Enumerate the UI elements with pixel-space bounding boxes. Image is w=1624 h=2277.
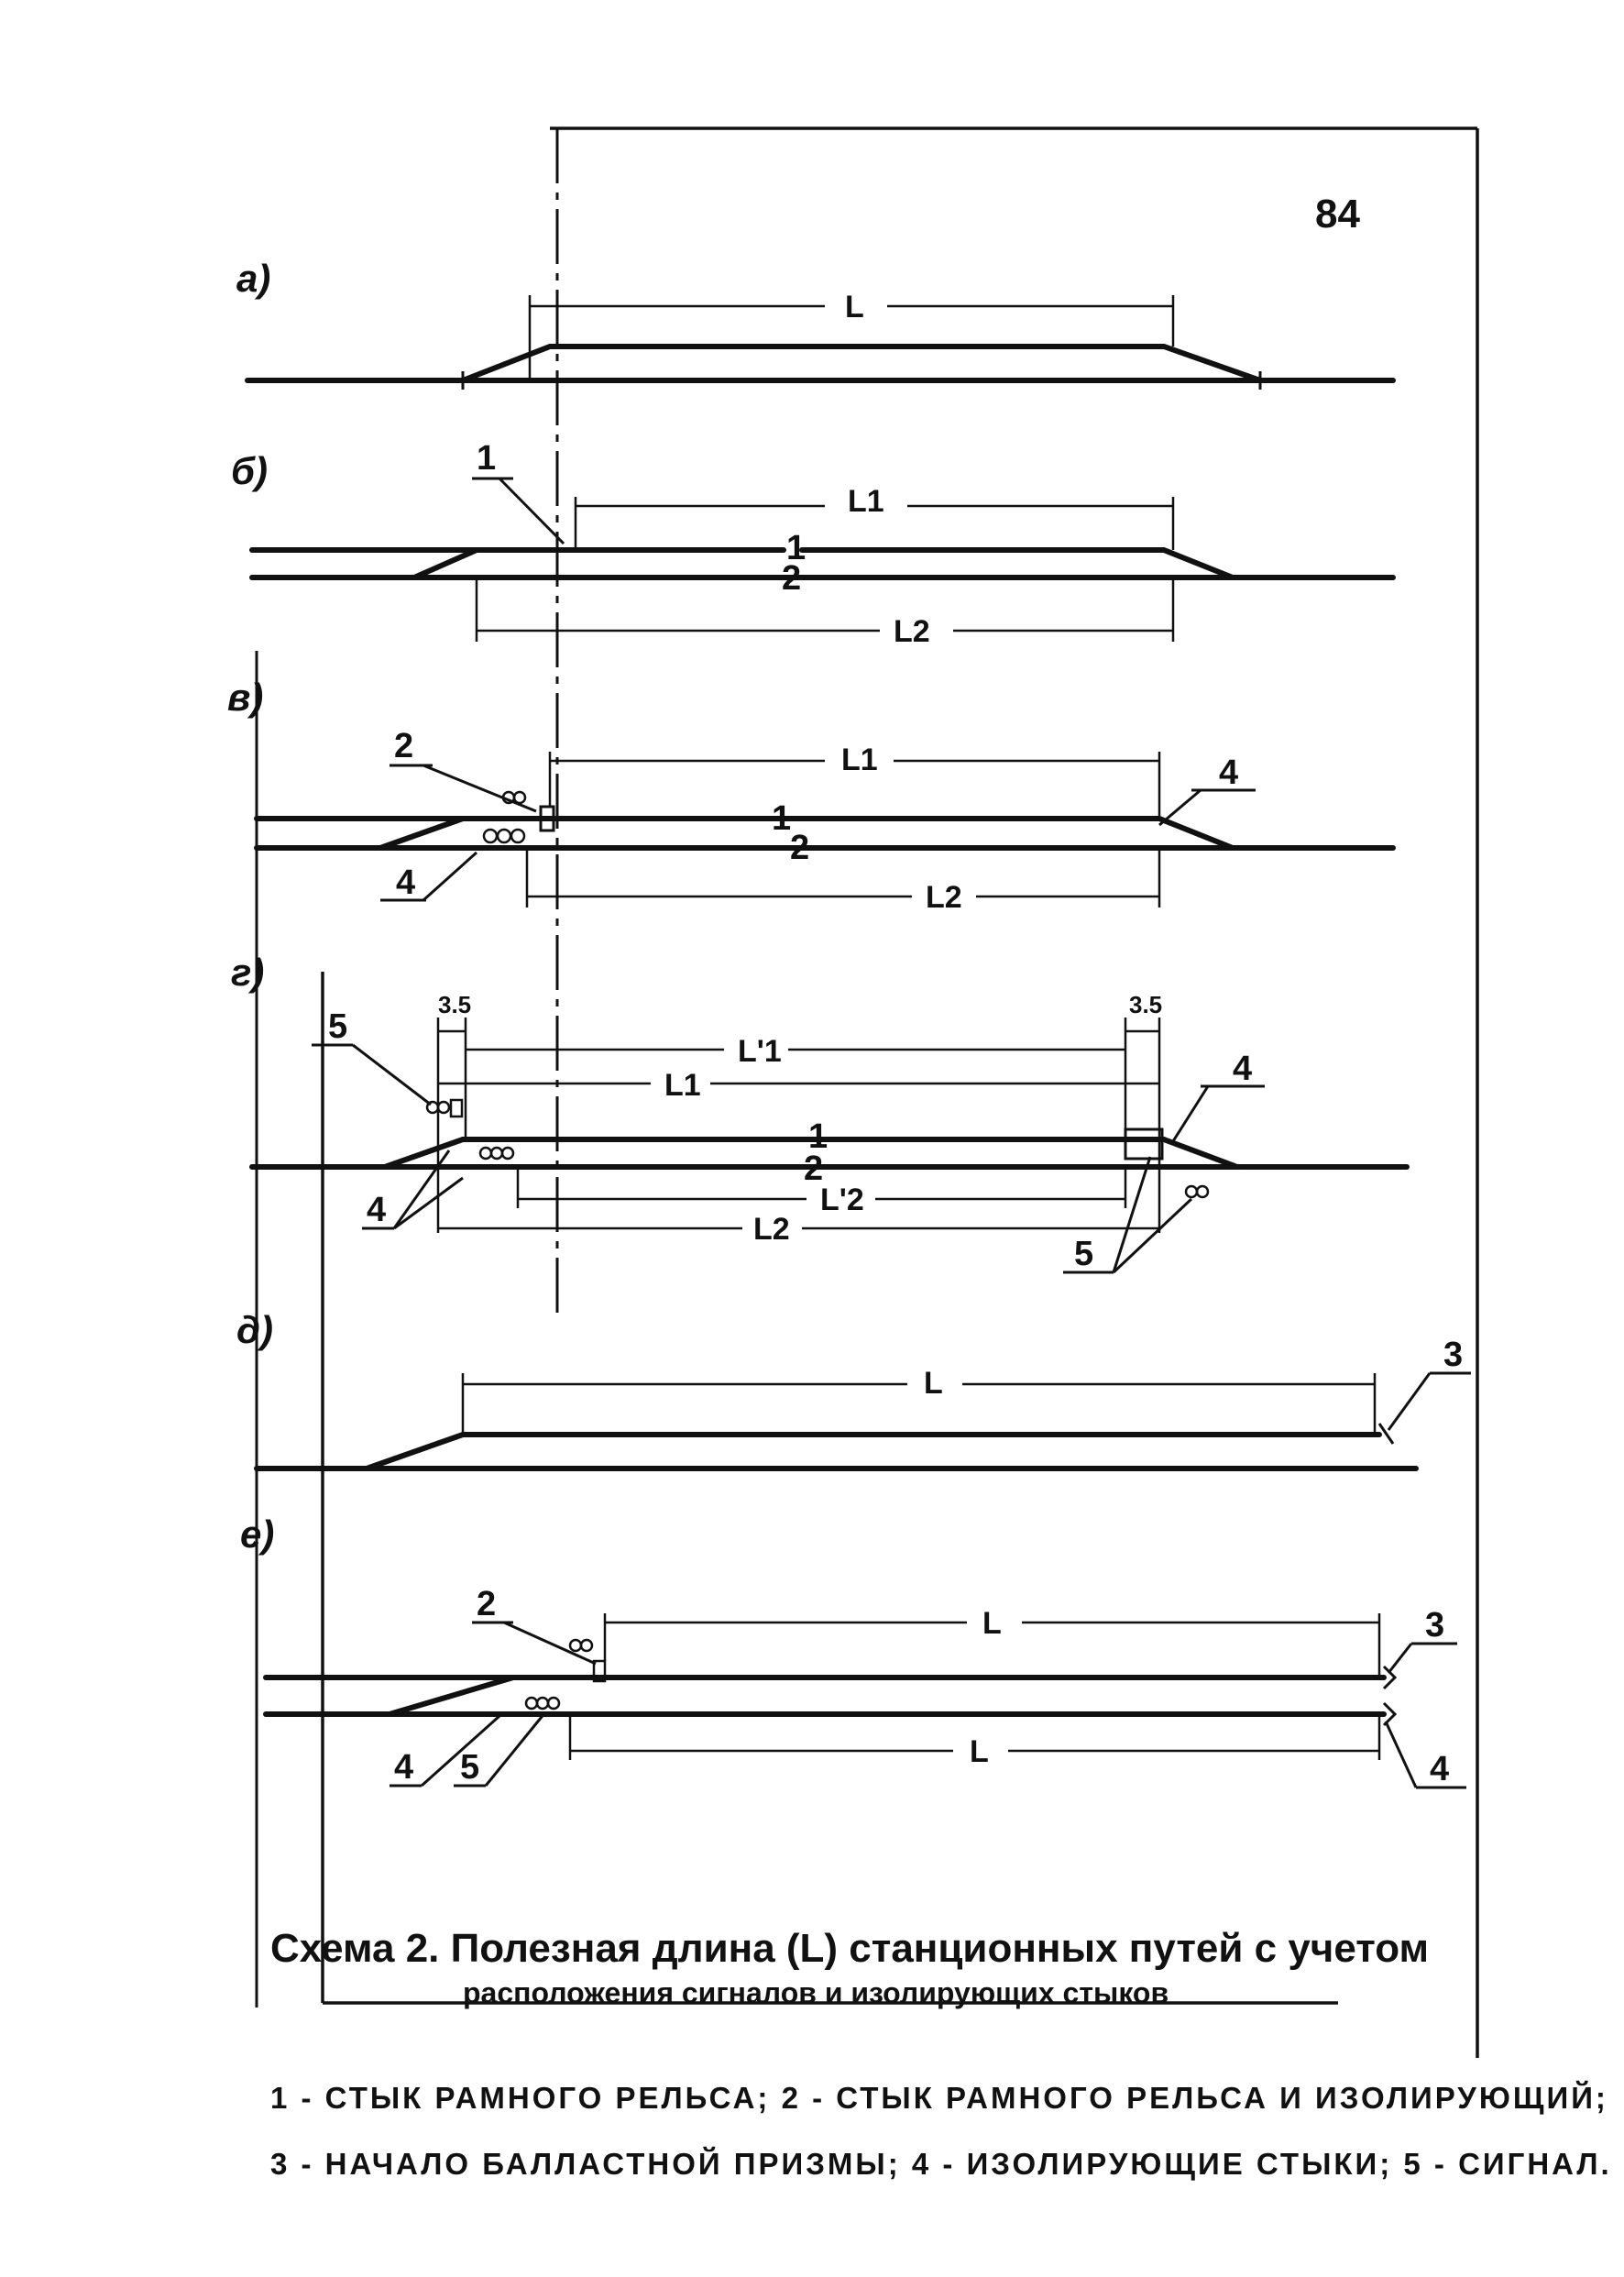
panel-e-signal-lower (526, 1698, 559, 1709)
panel-g-dim-L1: L1 (664, 1068, 701, 1103)
panel-v-callout-4a-leader (1159, 790, 1201, 825)
panel-e-callout-5: 5 (460, 1748, 480, 1787)
panel-g-signal-left-lower (480, 1148, 513, 1159)
panel-v-callout-4b-leader (423, 852, 477, 900)
legend-line-2: 3 - НАЧАЛО БАЛЛАСТНОЙ ПРИЗМЫ; 4 - ИЗОЛИРУЮЩИЕ СТЫКИ; 5 - СИГНАЛ. (270, 2147, 1612, 2181)
panel-v-crossover-left (380, 819, 463, 848)
panel-g-letter: г) (231, 951, 265, 994)
panel-v-track-1-diverge (1159, 819, 1233, 848)
panel-d-dim-L: L (924, 1366, 943, 1401)
panel-e-callout-4b-leader (1386, 1722, 1416, 1788)
panel-g-callout-5a-leader (353, 1045, 431, 1105)
panel-v-dim-L2: L2 (926, 880, 962, 915)
panel-e-crossover (390, 1678, 513, 1714)
panel-v-track-label-1: 1 (772, 799, 792, 838)
panel-g-dim-L1p: L'1 (738, 1034, 782, 1069)
panel-g-dim-3-5-right: 3.5 (1129, 991, 1163, 1018)
panel-e-callout-4b: 4 (1430, 1750, 1450, 1788)
panel-a (236, 257, 1393, 390)
panel-b-callout-1-leader (499, 478, 564, 544)
panel-e-dim-L-top: L (982, 1606, 1002, 1641)
panel-b-dim-L2: L2 (894, 614, 930, 649)
legend-line-1: 1 - СТЫК РАМНОГО РЕЛЬСА; 2 - СТЫК РАМНОГО РЕЛЬСА И ИЗОЛИРУЮЩИЙ; (270, 2081, 1608, 2115)
panel-b-callout-1: 1 (477, 439, 497, 478)
panel-v (227, 676, 1393, 915)
panel-d-siding-track (367, 1435, 1379, 1468)
panel-g-callout-5b: 5 (1074, 1235, 1094, 1273)
panel-a-siding-track (463, 346, 1260, 380)
panel-g-track-1-diverge (1164, 1139, 1237, 1167)
panel-e-callout-3: 3 (1425, 1606, 1445, 1644)
panel-g-dim-3-5-left: 3.5 (438, 991, 472, 1018)
panel-b-letter: б) (231, 449, 268, 492)
panel-g-dim-L2: L2 (753, 1212, 790, 1247)
panel-v-callout-2: 2 (394, 727, 414, 765)
panel-g-callout-5a: 5 (328, 1007, 348, 1046)
panel-b-crossover-left (414, 550, 477, 578)
caption-line-1: Схема 2. Полезная длина (L) станционных путей с учетом (270, 1926, 1430, 1971)
panel-g-signal-left-upper (427, 1100, 462, 1116)
panel-v-callout-2-leader (423, 765, 536, 811)
panel-g-crossover-left (385, 1139, 463, 1167)
panel-v-signal-left (503, 792, 554, 830)
panel-e (240, 1512, 1466, 1788)
panel-d-letter: д) (236, 1308, 273, 1351)
panel-g-callout-4a: 4 (367, 1191, 387, 1229)
panel-g-callout-4a-leader-2 (394, 1178, 463, 1228)
panel-g-dim-L2p: L'2 (820, 1182, 864, 1217)
panel-e-callout-5-leader (486, 1712, 545, 1786)
panel-g-callout-4b: 4 (1233, 1050, 1253, 1088)
page-number: 84 (1315, 192, 1360, 236)
panel-g-track-label-1: 1 (808, 1117, 828, 1156)
panel-b-track-label-2: 2 (782, 559, 802, 598)
panel-a-letter: а) (236, 257, 271, 300)
panel-a-dim-L: L (845, 290, 864, 324)
panel-b-track-1-right (802, 550, 1233, 578)
panel-g (231, 951, 1407, 1273)
panel-e-callout-4a: 4 (394, 1748, 414, 1787)
panel-v-track-label-2: 2 (790, 829, 810, 867)
panel-v-callout-4a: 4 (1219, 754, 1239, 792)
panel-g-track-label-2: 2 (804, 1150, 824, 1188)
panel-e-callout-2: 2 (477, 1585, 497, 1623)
panel-d-callout-3-leader (1388, 1373, 1430, 1430)
panel-d-callout-3: 3 (1443, 1336, 1464, 1374)
panel-d (236, 1308, 1471, 1468)
panel-e-callout-3-leader (1388, 1644, 1411, 1673)
panel-v-signal-lower (484, 830, 524, 842)
caption-line-2: расположения сигналов и изолирующих стыков (463, 1976, 1169, 2009)
panel-g-callout-4b-leader (1173, 1086, 1208, 1141)
panel-b-track-label-1: 1 (786, 529, 807, 567)
panel-e-dim-L-bot: L (970, 1734, 989, 1769)
panel-b-dim-L1: L1 (848, 484, 884, 519)
panel-v-letter: в) (227, 676, 264, 719)
panel-b (231, 439, 1393, 649)
panel-v-dim-L1: L1 (841, 742, 878, 777)
panel-v-callout-4b: 4 (396, 864, 416, 902)
panel-e-letter: е) (240, 1512, 275, 1556)
